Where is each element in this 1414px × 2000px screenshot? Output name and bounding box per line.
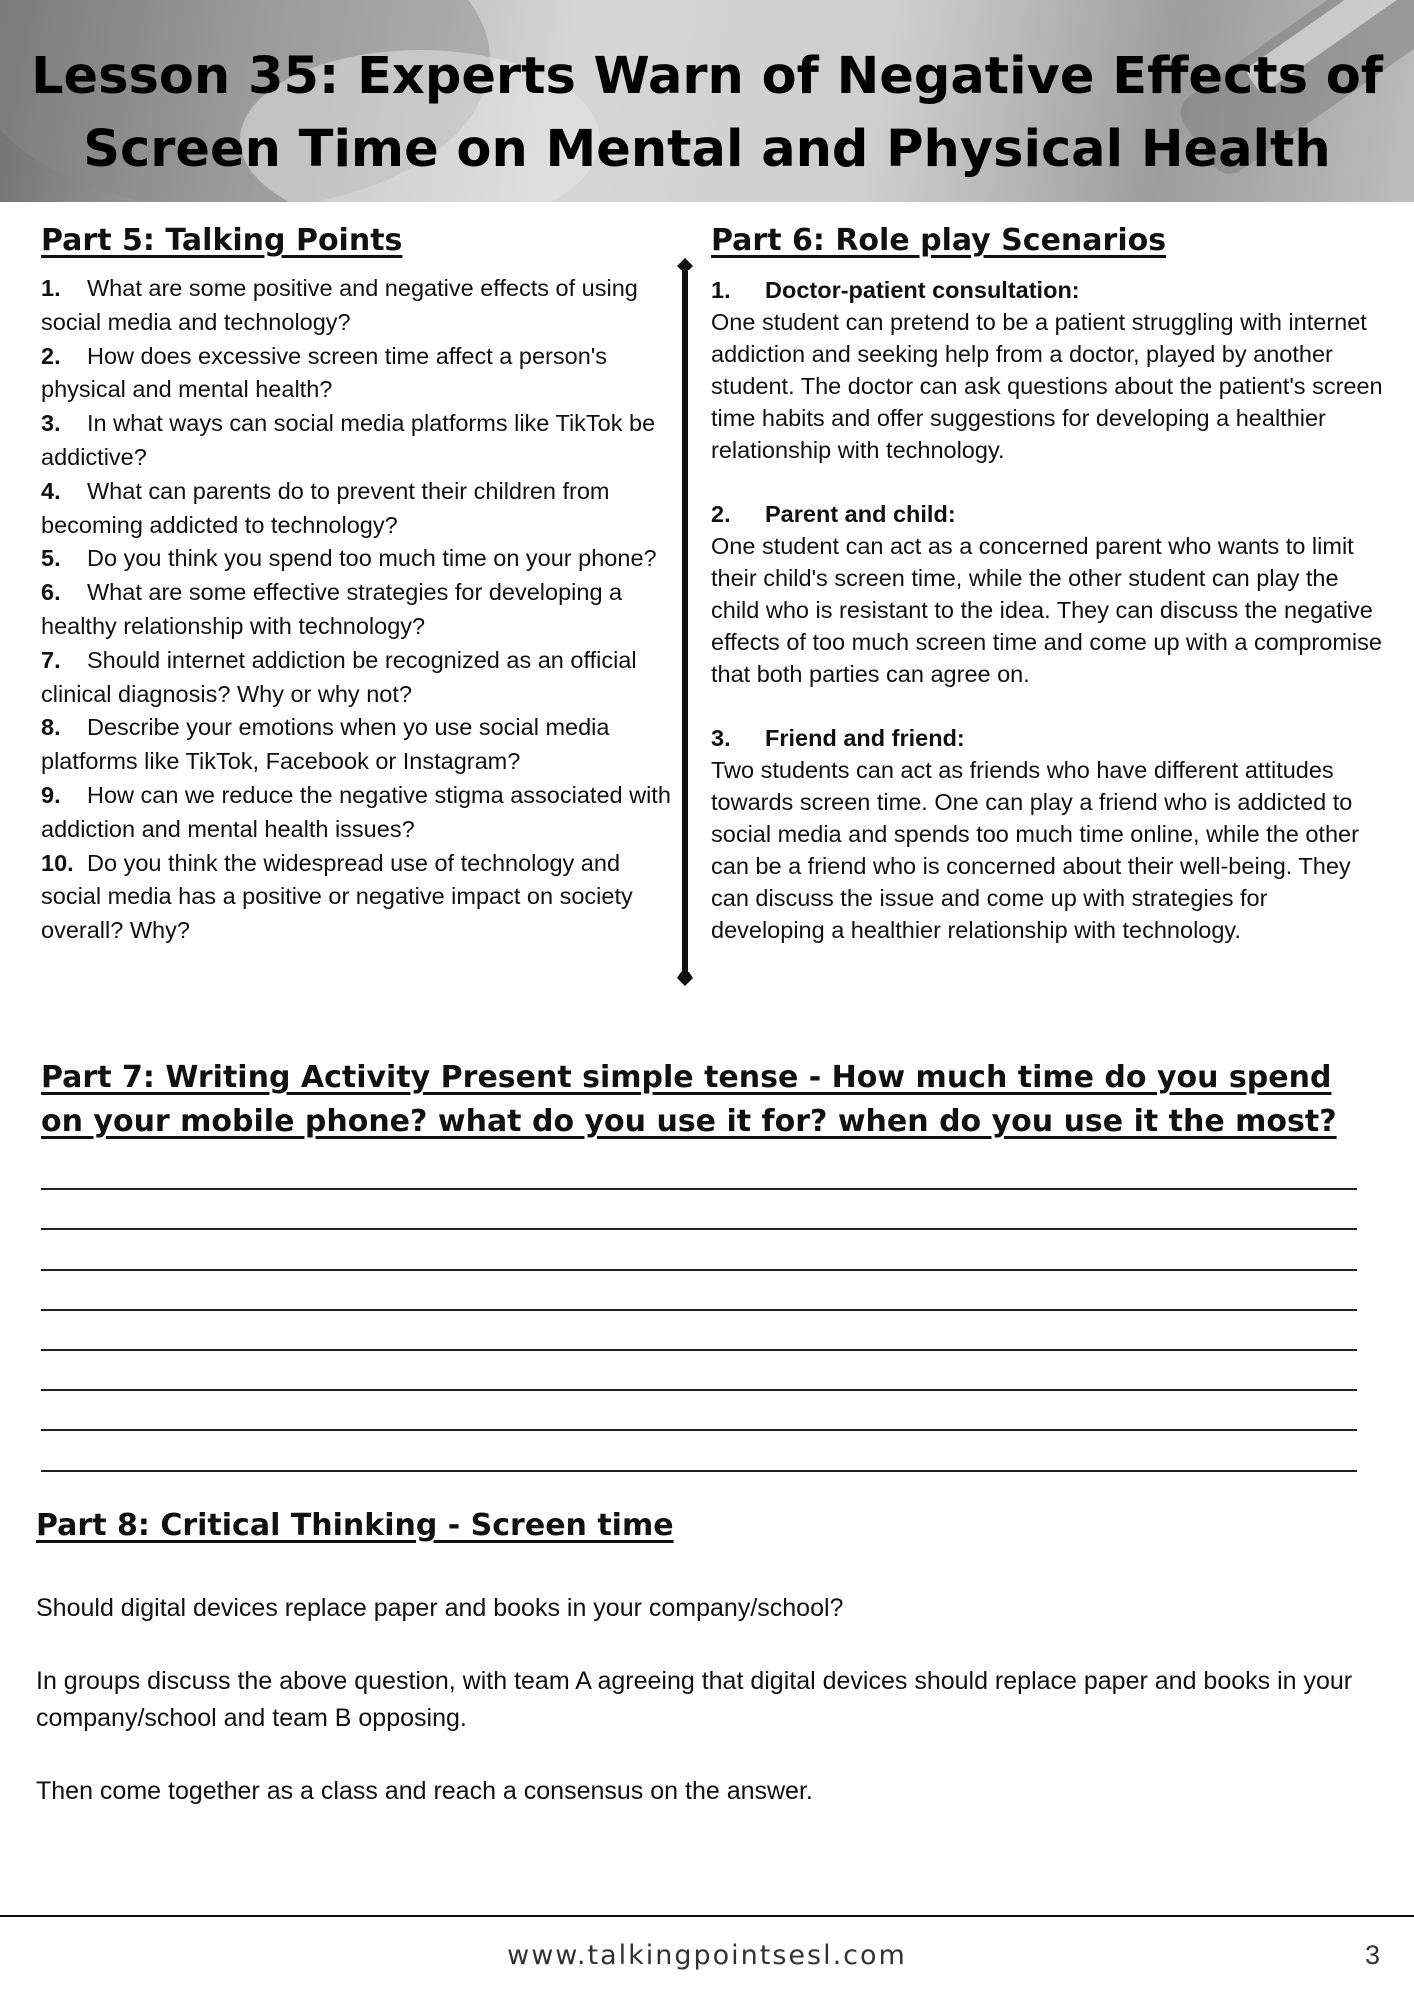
- question-text: What are some positive and negative effects of using social media and technology?: [41, 275, 638, 335]
- writing-line[interactable]: [41, 1311, 1357, 1351]
- list-item: [41, 475, 671, 543]
- writing-line[interactable]: [41, 1351, 1357, 1391]
- writing-lines[interactable]: [41, 1150, 1357, 1472]
- page-title-line-2: Screen Time on Mental and Physical Health: [83, 120, 1331, 179]
- question-text: How does excessive screen time affect a person's physical and mental health?: [41, 342, 607, 403]
- footer-website: www.talkingpointsesl.com: [507, 1940, 907, 1971]
- question-text: Do you think the widespread use of technology and social media has a positive or negative impact on society overall? Why?: [41, 849, 633, 944]
- scenario-text: One student can act as a concerned parent who wants to limit their child's screen time, while the other student can play the child who is resistant to the idea. They can discuss the negative effects of too much screen time and come up with a compromise that both parties can agree on.: [711, 533, 1382, 687]
- list-item: [41, 644, 671, 712]
- list-item: [41, 542, 671, 576]
- list-item: [41, 576, 671, 644]
- scenario-doctor-patient: [711, 274, 1383, 466]
- list-item: [41, 272, 671, 340]
- part6-heading: Part 6: Role play Scenarios: [711, 223, 1167, 258]
- scenario-number: 3.: [711, 725, 731, 751]
- list-item: [41, 340, 671, 408]
- question-number: 8.: [41, 714, 61, 741]
- writing-line[interactable]: [41, 1431, 1357, 1471]
- question-number: 5.: [41, 545, 61, 572]
- question-number: 7.: [41, 646, 61, 673]
- scenario-heading: [711, 722, 1383, 754]
- question-number: 3.: [41, 410, 61, 437]
- scenario-heading: [711, 498, 1383, 530]
- footer-divider: [0, 1915, 1414, 1917]
- question-number: 10.: [41, 849, 74, 876]
- part5-heading: Part 5: Talking Points: [41, 223, 403, 258]
- page-title: [0, 40, 1414, 186]
- part7-heading: Part 7: Writing Activity Present simple tense - How much time do you spend on your mobile phone? what do you use it for? when do you use it the most?: [41, 1060, 1337, 1139]
- scenario-text: One student can pretend to be a patient struggling with internet addiction and seeking help from a doctor, played by another student. The doctor can ask questions about the patient's screen time habits and offer suggestions for developing a healthier relationship with technology.: [711, 309, 1383, 463]
- scenario-title: Doctor-patient consultation:: [765, 277, 1080, 303]
- question-number: 9.: [41, 781, 61, 808]
- writing-line[interactable]: [41, 1230, 1357, 1270]
- question-text: What can parents do to prevent their children from becoming addicted to technology?: [41, 477, 610, 538]
- page-title-line-1: Lesson 35: Experts Warn of Negative Effects of: [31, 47, 1383, 106]
- question-text: Do you think you spend too much time on your phone?: [87, 545, 657, 572]
- scenario-number: 2.: [711, 501, 731, 527]
- question-text: How can we reduce the negative stigma associated with addiction and mental health issues?: [41, 781, 671, 842]
- question-text: Should internet addiction be recognized as an official clinical diagnosis? Why or why not?: [41, 646, 637, 707]
- scenario-number: 1.: [711, 277, 731, 303]
- writing-line[interactable]: [41, 1391, 1357, 1431]
- scenario-heading: [711, 274, 1383, 306]
- header-banner: [0, 0, 1414, 202]
- column-divider: [672, 256, 698, 986]
- scenario-friend-friend: [711, 722, 1383, 946]
- question-text: In what ways can social media platforms like TikTok be addictive?: [41, 410, 656, 470]
- critical-thinking-question: Should digital devices replace paper and books in your company/school?: [36, 1594, 844, 1622]
- list-item: [41, 407, 671, 475]
- question-text: Describe your emotions when yo use social media platforms like TikTok, Facebook or Instagram?: [41, 714, 610, 775]
- part8-heading: Part 8: Critical Thinking - Screen time: [36, 1508, 674, 1543]
- question-number: 6.: [41, 579, 61, 606]
- critical-thinking-body: [36, 1590, 1366, 1846]
- question-number: 2.: [41, 342, 61, 369]
- question-number: 4.: [41, 477, 61, 504]
- list-item: [41, 711, 671, 779]
- page-number: 3: [1365, 1940, 1381, 1970]
- question-text: What are some effective strategies for developing a healthy relationship with technology?: [41, 579, 623, 639]
- writing-line[interactable]: [41, 1150, 1357, 1190]
- role-play-scenarios: [711, 274, 1383, 978]
- scenario-parent-child: [711, 498, 1383, 690]
- writing-line[interactable]: [41, 1190, 1357, 1230]
- critical-thinking-instructions: In groups discuss the above question, with team A agreeing that digital devices should replace paper and books in your company/school and team B opposing.: [36, 1667, 1353, 1732]
- list-item: [41, 779, 671, 847]
- writing-line[interactable]: [41, 1271, 1357, 1311]
- scenario-title: Parent and child:: [765, 501, 956, 527]
- talking-points-list: [41, 272, 671, 948]
- scenario-title: Friend and friend:: [765, 725, 965, 751]
- question-number: 1.: [41, 275, 61, 301]
- scenario-text: Two students can act as friends who have different attitudes towards screen time. One can play a friend who is addicted to social media and spends too much time online, while the other can be a friend who is concerned about their well-being. They can discuss the issue and come up with strategies for developing a healthier relationship with technology.: [711, 757, 1359, 943]
- list-item: [41, 847, 671, 948]
- critical-thinking-closing: Then come together as a class and reach a consensus on the answer.: [36, 1777, 813, 1805]
